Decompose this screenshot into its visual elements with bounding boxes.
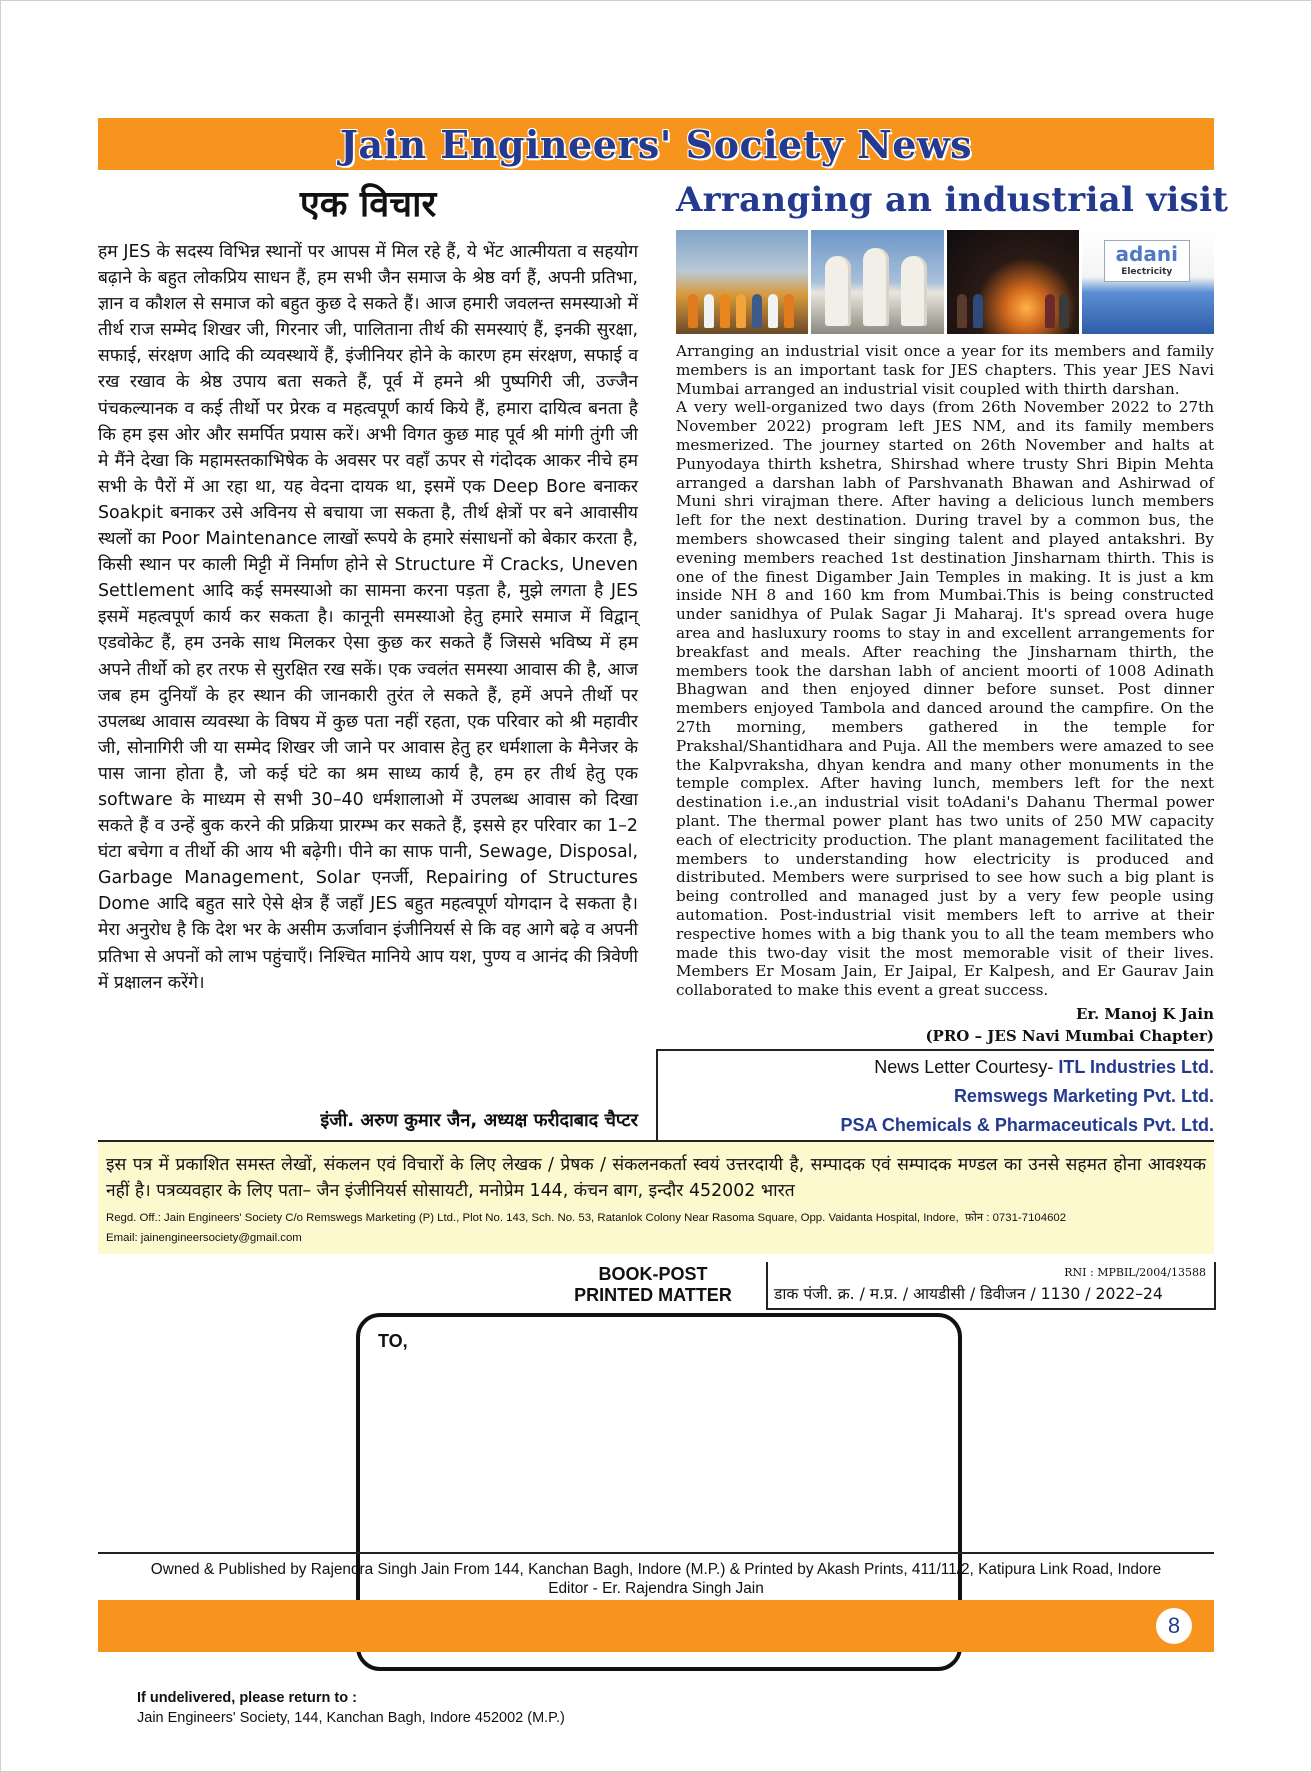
author-name: Er. Manoj K Jain [1076,1005,1214,1023]
adani-plant-photo [1082,230,1214,334]
english-article-body [676,342,1214,1000]
english-article-author [925,1003,1214,1047]
registration-box [766,1262,1216,1310]
newsletter-banner [98,118,1214,170]
hindi-article-heading: एक विचार [299,184,437,225]
english-article [676,172,1229,1000]
imprint: Owned & Published by Rajendra Singh Jain From 144, Kanchan Bagh, Indore (M.P.) & Printed by Akash Prints, 411/11/2, Katipura Link Road, Indore Editor - Er. Rajendra Singh Jain [150,1561,1162,1597]
newsletter-title: Jain Engineers' Society News [339,121,973,167]
hindi-article-signature: इंजी. अरुण कुमार जैन, अध्यक्ष फरीदाबाद चैप्टर [320,1110,638,1131]
english-paragraph: A very well-organized two days (from 26th November 2022 to 27th November 2022) program left JES NM, and its family members mesmerized. The journey started on 26th November and halts at Punyodaya thirth kshetra, Shirshad where trusty Shri Bipin Mehta arranged a darshan labh of Parshvanath Bhawan and Ashirwad of Muni shri virajman there. After having a delicious lunch members left for the next destination. During travel by a common bus, the members showcased their singing talent and played antakshri. By evening members reached 1st destination Jinsharnam thirth. This is one of the finest Digamber Jain Temples in making. It is just a km inside NH 8 and 160 km from Mumbai.This is being constructed under sanidhya of Pulak Sagar Ji Maharaj. It's spread overa huge area and hasluxury rooms to stay in and excellent arrangements for breakfast and meals. After reaching the Jinsharnam thirth, the members took the darshan labh of ancient moorti of 1008 Adinath Bhagwan and then enjoyed dinner before sunset. Post dinner members enjoyed Tambola and danced around the campfire. On the 27th morning, members gathered in the temple for Prakshal/Shantidhara and Puja. All the members were amazed to see the Kalpvraksha, dhyan kendra and many other monuments in the temple complex. After having lunch, members left for the next destination i.e.,an industrial visit toAdani's Dahanu Thermal power plant. The thermal power plant has two units of 250 MW capacity each of electricity production. The plant management facilitated the members to understanding how electricity is produced and distributed. Members were surprised to see how such a big plant is being controlled and managed just by a very few people using automation. Post-industrial visit members left to arrive at their respective homes with a big thank you to all the team members who made this two-day visit the most memorable visit of their lives. Members Er Mosam Jain, Er Jaipal, Er Kalpesh, and Er Gaurav Jain collaborated to make this event a great success. [676,398,1214,1000]
courtesy-company: Remswegs Marketing Pvt. Ltd. [953,1086,1214,1106]
hindi-article [98,172,638,996]
return-address-text: Jain Engineers' Society, 144, Kanchan Bagh, Indore 452002 (M.P.) [137,1710,565,1726]
group-photo-temple [676,230,808,334]
phone-label: फ़ोन [965,1212,984,1224]
email-line: Email: jainengineersociety@gmail.com [106,1232,302,1244]
author-role: (PRO – JES Navi Mumbai Chapter) [925,1027,1214,1045]
courtesy-block [841,1053,1214,1140]
photo-strip [676,230,1214,334]
campfire-photo [947,230,1079,334]
english-paragraph: Arranging an industrial visit once a year for its members and family members is an important task for JES chapters. This year JES Navi Mumbai arranged an industrial visit coupled with thirth darshan. [676,342,1214,398]
registered-office: Regd. Off.: Jain Engineers' Society C/o Remswegs Marketing (P) Ltd., Plot No. 143, Sch. No. 53, Ratanlok Colony Near Rasoma Square, Opp. Vaidanta Hospital, Indore, फ़ोन : 0731-7104602 [106,1212,1067,1224]
courtesy-label: News Letter Courtesy- [874,1057,1059,1077]
return-address [137,1688,565,1728]
page-number: 8 [1156,1608,1192,1644]
rni-number: RNI : MPBIL/2004/13588 [1064,1266,1206,1279]
english-article-heading: Arranging an industrial visit [676,180,1229,220]
courtesy-company: PSA Chemicals & Pharmaceuticals Pvt. Ltd. [840,1115,1214,1135]
courtesy-divider [656,1049,1214,1051]
footer-divider [98,1552,1214,1554]
disclaimer-hindi: इस पत्र में प्रकाशित समस्त लेखों, संकलन एवं विचारों के लिए लेखक / प्रेषक / संकलनकर्ता स्वयं उत्तरदायी है, सम्पादक एवं सम्पादक मण्डल का उनसे सहमत होना आवश्यक नहीं है। पत्रव्यवहार के लिए पता– जैन इंजीनियर्स सोसायटी, मनोप्रेम 144, कंचन बाग, इन्दौर 452002 भारत [106,1155,1206,1201]
statues-photo [811,230,943,334]
bottom-bar [98,1600,1214,1652]
column-divider [656,1049,658,1140]
to-label: TO, [378,1331,408,1351]
adani-logo: adani Electricity [1104,240,1190,282]
hindi-article-body: हम JES के सदस्य विभिन्न स्थानों पर आपस में मिल रहे हैं, ये भेंट आत्मीयता व सहयोग बढ़ाने के बहुत लोकप्रिय साधन हैं, हम सभी जैन समाज के श्रेष्ठ वर्ग हैं, अपनी प्रतिभा, ज्ञान व कौशल से समाज को बहुत कुछ दे सकते हैं। आज हमारी जवलन्त समस्याओ में तीर्थ राज सम्मेद शिखर जी, गिरनार जी, पालिताना तीर्थ की समस्याएं हैं, इनकी सुरक्षा, सफाई, संरक्षण आदि की व्यवस्थायें हैं, इंजीनियर होने के कारण हम संरक्षण, सफाई व रख रखाव के श्रेष्ठ उपाय बता सकते हैं, पूर्व में हमने श्री पुष्पगिरी जी, उज्जैन पंचकल्यानक व कई तीर्थो पर प्रेरक व महत्वपूर्ण कार्य किये हैं, हमारा दायित्व बनता है कि हम इस ओर और समर्पित प्रयास करें। अभी विगत कुछ माह पूर्व श्री मांगी तुंगी जी मे मैंने देखा कि महामस्तकाभिषेक के अवसर पर वहाँ ऊपर से गंदोदक आकर नीचे हम सभी के पैरों में आ रहा था, यह वेदना दायक था, इसमें एक Deep Bore बनाकर Soakpit बनाकर उसे अविनय से बचाया जा सकता है, तीर्थ क्षेत्रों पर बने आवासीय स्थलों का Poor Maintenance लाखों रूपये के हमारे संसाधनों को बेकार करता है, किसी स्थान पर काली मिट्टी में निर्माण होने से Structure में Cracks, Uneven Settlement आदि कई समस्याओ का सामना करना पड़ता है, मुझे लगता है JES इसमें महत्वपूर्ण कार्य कर सकता है। कानूनी समस्याओ हेतु हमारे समाज में विद्वान् एडवोकेट हैं, हम उनके साथ मिलकर ऐसा कुछ कर सकते हैं जिससे भविष्य में हम अपने तीर्थो को हर तरफ से सुरक्षित रख सकें। एक ज्वलंत समस्या आवास की है, आज जब हम दुनियाँ के हर स्थान की जानकारी तुरंत ले सकते हैं, हमें अपने तीर्थो पर उपलब्ध आवास व्यवस्था के विषय में कुछ पता नहीं रहता, एक परिवार को श्री महावीर जी, सोनागिरी जी या सम्मेद शिखर जी जाने पर आवास हेतु हर धर्मशाला के मैनेजर के पास जाना होता है, जो कई घंटे का श्रम साध्य कार्य है, हम हर तीर्थ हेतु एक software के माध्यम से सभी 30–40 धर्मशालाओ में उपलब्ध आवास को दिखा सकते हैं व उन्हें बुक करने की प्रक्रिया प्रारम्भ कर सकते हैं, इससे हर परिवार का 1–2 घंटा बचेगा व तीर्थो की आय भी बढ़ेगी। पीने का साफ पानी, Sewage, Disposal, Garbage Management, Solar एनर्जी, Repairing of Structures Dome आदि बहुत सारे ऐसे क्षेत्र हैं जहाँ JES बहुत महत्वपूर्ण योगदान दे सकता है। मेरा अनुरोध है कि देश भर के असीम ऊर्जावान इंजीनियर्स से कि वह आगे बढ़े व अपनी प्रतिभा से अपनों को लाभ पहुंचाएँ। निश्चित मानिये आप यश, पुण्य व आनंद की त्रिवेणी में प्रक्षालन करेंगे। [98,242,639,993]
return-label: If undelivered, please return to : [137,1690,357,1706]
disclaimer-box [98,1140,1214,1254]
courtesy-company: ITL Industries Ltd. [1058,1057,1214,1077]
bookpost-label: BOOK-POST PRINTED MATTER [574,1264,732,1305]
phone-number: : 0731-7104602 [986,1212,1067,1224]
postal-registration: डाक पंजी. क्र. / म.प्र. / आयडीसी / डिवीजन / 1130 / 2022–24 [774,1285,1163,1303]
